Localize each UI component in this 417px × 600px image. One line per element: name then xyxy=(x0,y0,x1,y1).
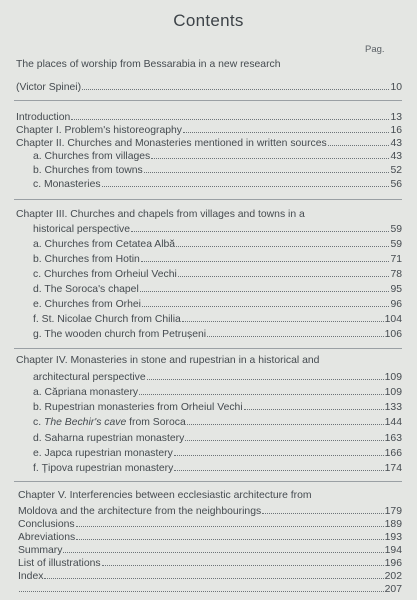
toc-entry: g. The wooden church from Petrușeni 106 xyxy=(33,329,402,340)
page-column-label: Pag. xyxy=(365,44,385,55)
toc-entry: c. The Bechir's cave from Soroca 144 xyxy=(33,417,402,428)
dot-leader xyxy=(76,518,384,527)
dot-leader xyxy=(178,268,390,277)
dot-leader xyxy=(262,505,383,514)
toc-entry: b. Rupestrian monasteries from Orheiul Vechi 133 xyxy=(33,402,402,413)
dot-leader xyxy=(131,223,389,232)
dot-leader xyxy=(207,328,384,337)
dot-leader xyxy=(174,447,384,456)
dot-leader xyxy=(185,432,383,441)
toc-entry: d. The Soroca's chapel 95 xyxy=(33,284,402,295)
section-divider xyxy=(14,199,402,200)
dot-leader xyxy=(328,137,390,146)
toc-entry: f. St. Nicolae Church from Chilia 104 xyxy=(33,314,402,325)
dot-leader xyxy=(76,531,383,540)
toc-entry: (Victor Spinei) 10 xyxy=(16,82,402,93)
dot-leader xyxy=(82,81,389,90)
dot-leader xyxy=(140,283,390,292)
dot-leader xyxy=(151,150,389,159)
dot-leader xyxy=(141,253,390,262)
dot-leader xyxy=(102,178,390,187)
dot-leader xyxy=(19,583,384,592)
dot-leader xyxy=(174,462,383,471)
dot-leader xyxy=(102,557,384,566)
dot-leader xyxy=(44,570,383,579)
dot-leader xyxy=(71,111,389,120)
dot-leader xyxy=(147,371,384,380)
toc-entry: f. Țipova rupestrian monastery 174 xyxy=(33,463,402,474)
dot-leader xyxy=(142,298,389,307)
toc-entry: b. Churches from towns 52 xyxy=(33,165,402,176)
toc-entry: Chapter I. Problem's historeography 16 xyxy=(16,125,402,136)
section-divider xyxy=(14,100,402,101)
dot-leader xyxy=(182,313,384,322)
toc-entry: e. Churches from Orhei 96 xyxy=(33,299,402,310)
dot-leader xyxy=(187,416,384,425)
dot-leader xyxy=(63,544,383,553)
toc-entry: b. Churches from Hotin 71 xyxy=(33,254,402,265)
toc-entry: Chapter III. Churches and chapels from villages and towns in a xyxy=(16,209,305,220)
toc-entry: Moldova and the architecture from the neighbourings 179 xyxy=(18,506,402,517)
dot-leader xyxy=(176,238,389,247)
toc-entry: e. Japca rupestrian monastery 166 xyxy=(33,448,402,459)
section-divider xyxy=(14,348,402,349)
toc-entry: a. Căpriana monastery 109 xyxy=(33,387,402,398)
toc-entry: Introduction 13 xyxy=(16,112,402,123)
toc-entry: Chapter II. Churches and Monasteries mentioned in written sources 43 xyxy=(16,138,402,149)
toc-entry: a. Churches from Cetatea Albă 59 xyxy=(33,239,402,250)
toc-entry: The places of worship from Bessarabia in a new research xyxy=(16,59,281,70)
toc-entry: Chapter IV. Monasteries in stone and rupestrian in a historical and xyxy=(16,355,320,366)
dot-leader xyxy=(144,164,390,173)
page-title: Contents xyxy=(173,11,244,30)
toc-entry: 207 xyxy=(18,583,402,596)
toc-entry: architectural perspective 109 xyxy=(33,372,402,383)
toc-entry: Abreviations 193 xyxy=(18,532,402,543)
section-divider xyxy=(14,481,402,482)
dot-leader xyxy=(139,386,384,395)
toc-entry: d. Saharna rupestrian monastery 163 xyxy=(33,433,402,444)
toc-entry: historical perspective 59 xyxy=(33,224,402,235)
dot-leader xyxy=(183,124,389,133)
toc-entry: Index 202 xyxy=(18,571,402,582)
toc-entry: c. Monasteries 56 xyxy=(33,179,402,190)
toc-entry: List of illustrations 196 xyxy=(18,558,402,569)
dot-leader xyxy=(244,401,384,410)
toc-entry: Summary 194 xyxy=(18,545,402,556)
toc-entry: Chapter V. Interferencies between ecclesiastic architecture from xyxy=(18,490,312,501)
toc-entry: a. Churches from villages 43 xyxy=(33,151,402,162)
toc-entry: Conclusions 189 xyxy=(18,519,402,530)
toc-entry: c. Churches from Orheiul Vechi 78 xyxy=(33,269,402,280)
